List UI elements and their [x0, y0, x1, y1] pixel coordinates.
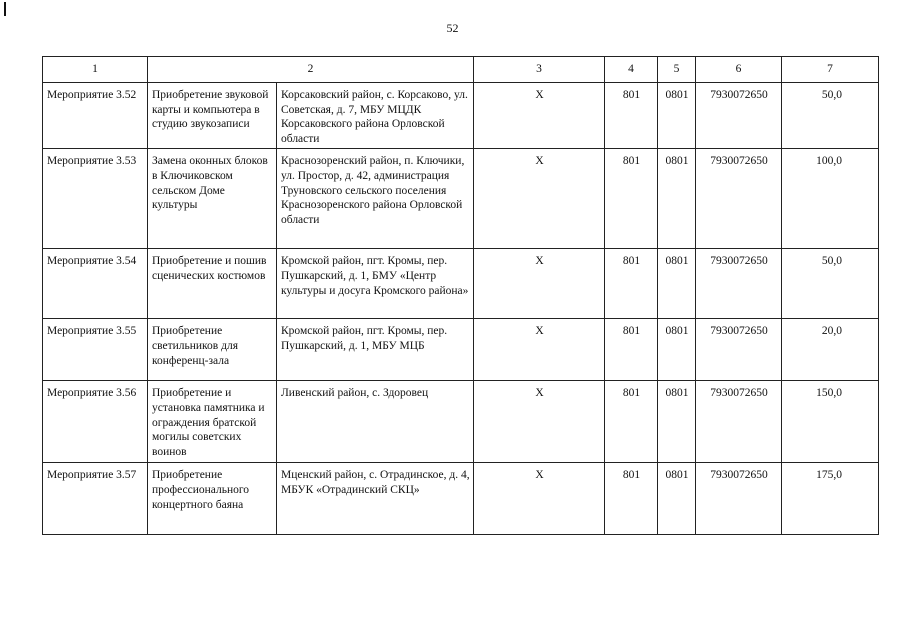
header-col-1: 1	[43, 57, 148, 83]
header-col-4: 4	[605, 57, 658, 83]
mark-cell: Х	[474, 83, 605, 149]
budget-table	[42, 56, 879, 535]
location-cell: Краснозоренский район, п. Ключики, ул. Простор, д. 42, администрация Труновского сельского поселения Краснозоренского района Орловской области	[277, 149, 474, 249]
header-col-2: 2	[148, 57, 474, 83]
code-c-cell: 7930072650	[696, 319, 782, 381]
amount-cell: 20,0	[782, 319, 879, 381]
mark-cell: Х	[474, 381, 605, 463]
event-cell: Мероприятие 3.55	[43, 319, 148, 381]
code-c-cell: 7930072650	[696, 149, 782, 249]
edge-mark	[4, 2, 6, 16]
table-row	[43, 249, 879, 319]
code-c-cell: 7930072650	[696, 83, 782, 149]
amount-cell: 100,0	[782, 149, 879, 249]
item-cell: Приобретение звуковой карты и компьютера в студию звукозаписи	[148, 83, 277, 149]
page-number: 52	[446, 21, 459, 35]
code-a-cell: 801	[605, 381, 658, 463]
code-a-cell: 801	[605, 149, 658, 249]
amount-cell: 50,0	[782, 83, 879, 149]
table-row	[43, 83, 879, 149]
code-b-cell: 0801	[658, 249, 696, 319]
location-cell: Корсаковский район, с. Корсаково, ул. Советская, д. 7, МБУ МЦДК Корсаковского района Орловской области	[277, 83, 474, 149]
header-col-3: 3	[474, 57, 605, 83]
location-cell: Кромской район, пгт. Кромы, пер. Пушкарский, д. 1, МБУ МЦБ	[277, 319, 474, 381]
header-col-7: 7	[782, 57, 879, 83]
item-cell: Приобретение и установка памятника и ограждения братской могилы советских воинов	[148, 381, 277, 463]
header-row	[43, 57, 879, 83]
event-cell: Мероприятие 3.57	[43, 463, 148, 535]
amount-cell: 175,0	[782, 463, 879, 535]
item-cell: Замена оконных блоков в Ключиковском сельском Доме культуры	[148, 149, 277, 249]
event-cell: Мероприятие 3.56	[43, 381, 148, 463]
location-cell: Ливенский район, с. Здоровец	[277, 381, 474, 463]
code-b-cell: 0801	[658, 319, 696, 381]
location-cell: Кромской район, пгт. Кромы, пер. Пушкарский, д. 1, БМУ «Центр культуры и досуга Кромского района»	[277, 249, 474, 319]
item-cell: Приобретение профессионального концертного баяна	[148, 463, 277, 535]
code-c-cell: 7930072650	[696, 381, 782, 463]
event-cell: Мероприятие 3.53	[43, 149, 148, 249]
location-cell: Мценский район, с. Отрадинское, д. 4, МБУК «Отрадинский СКЦ»	[277, 463, 474, 535]
code-b-cell: 0801	[658, 463, 696, 535]
event-cell: Мероприятие 3.54	[43, 249, 148, 319]
amount-cell: 50,0	[782, 249, 879, 319]
mark-cell: Х	[474, 149, 605, 249]
code-a-cell: 801	[605, 319, 658, 381]
mark-cell: Х	[474, 463, 605, 535]
table-row	[43, 381, 879, 463]
item-cell: Приобретение и пошив сценических костюмов	[148, 249, 277, 319]
code-c-cell: 7930072650	[696, 249, 782, 319]
table-row	[43, 463, 879, 535]
code-a-cell: 801	[605, 83, 658, 149]
table-row	[43, 149, 879, 249]
amount-cell: 150,0	[782, 381, 879, 463]
code-a-cell: 801	[605, 463, 658, 535]
code-a-cell: 801	[605, 249, 658, 319]
code-b-cell: 0801	[658, 381, 696, 463]
header-col-6: 6	[696, 57, 782, 83]
mark-cell: Х	[474, 249, 605, 319]
item-cell: Приобретение светильников для конференц-зала	[148, 319, 277, 381]
table-row	[43, 319, 879, 381]
event-cell: Мероприятие 3.52	[43, 83, 148, 149]
code-c-cell: 7930072650	[696, 463, 782, 535]
mark-cell: Х	[474, 319, 605, 381]
code-b-cell: 0801	[658, 149, 696, 249]
header-col-5: 5	[658, 57, 696, 83]
code-b-cell: 0801	[658, 83, 696, 149]
